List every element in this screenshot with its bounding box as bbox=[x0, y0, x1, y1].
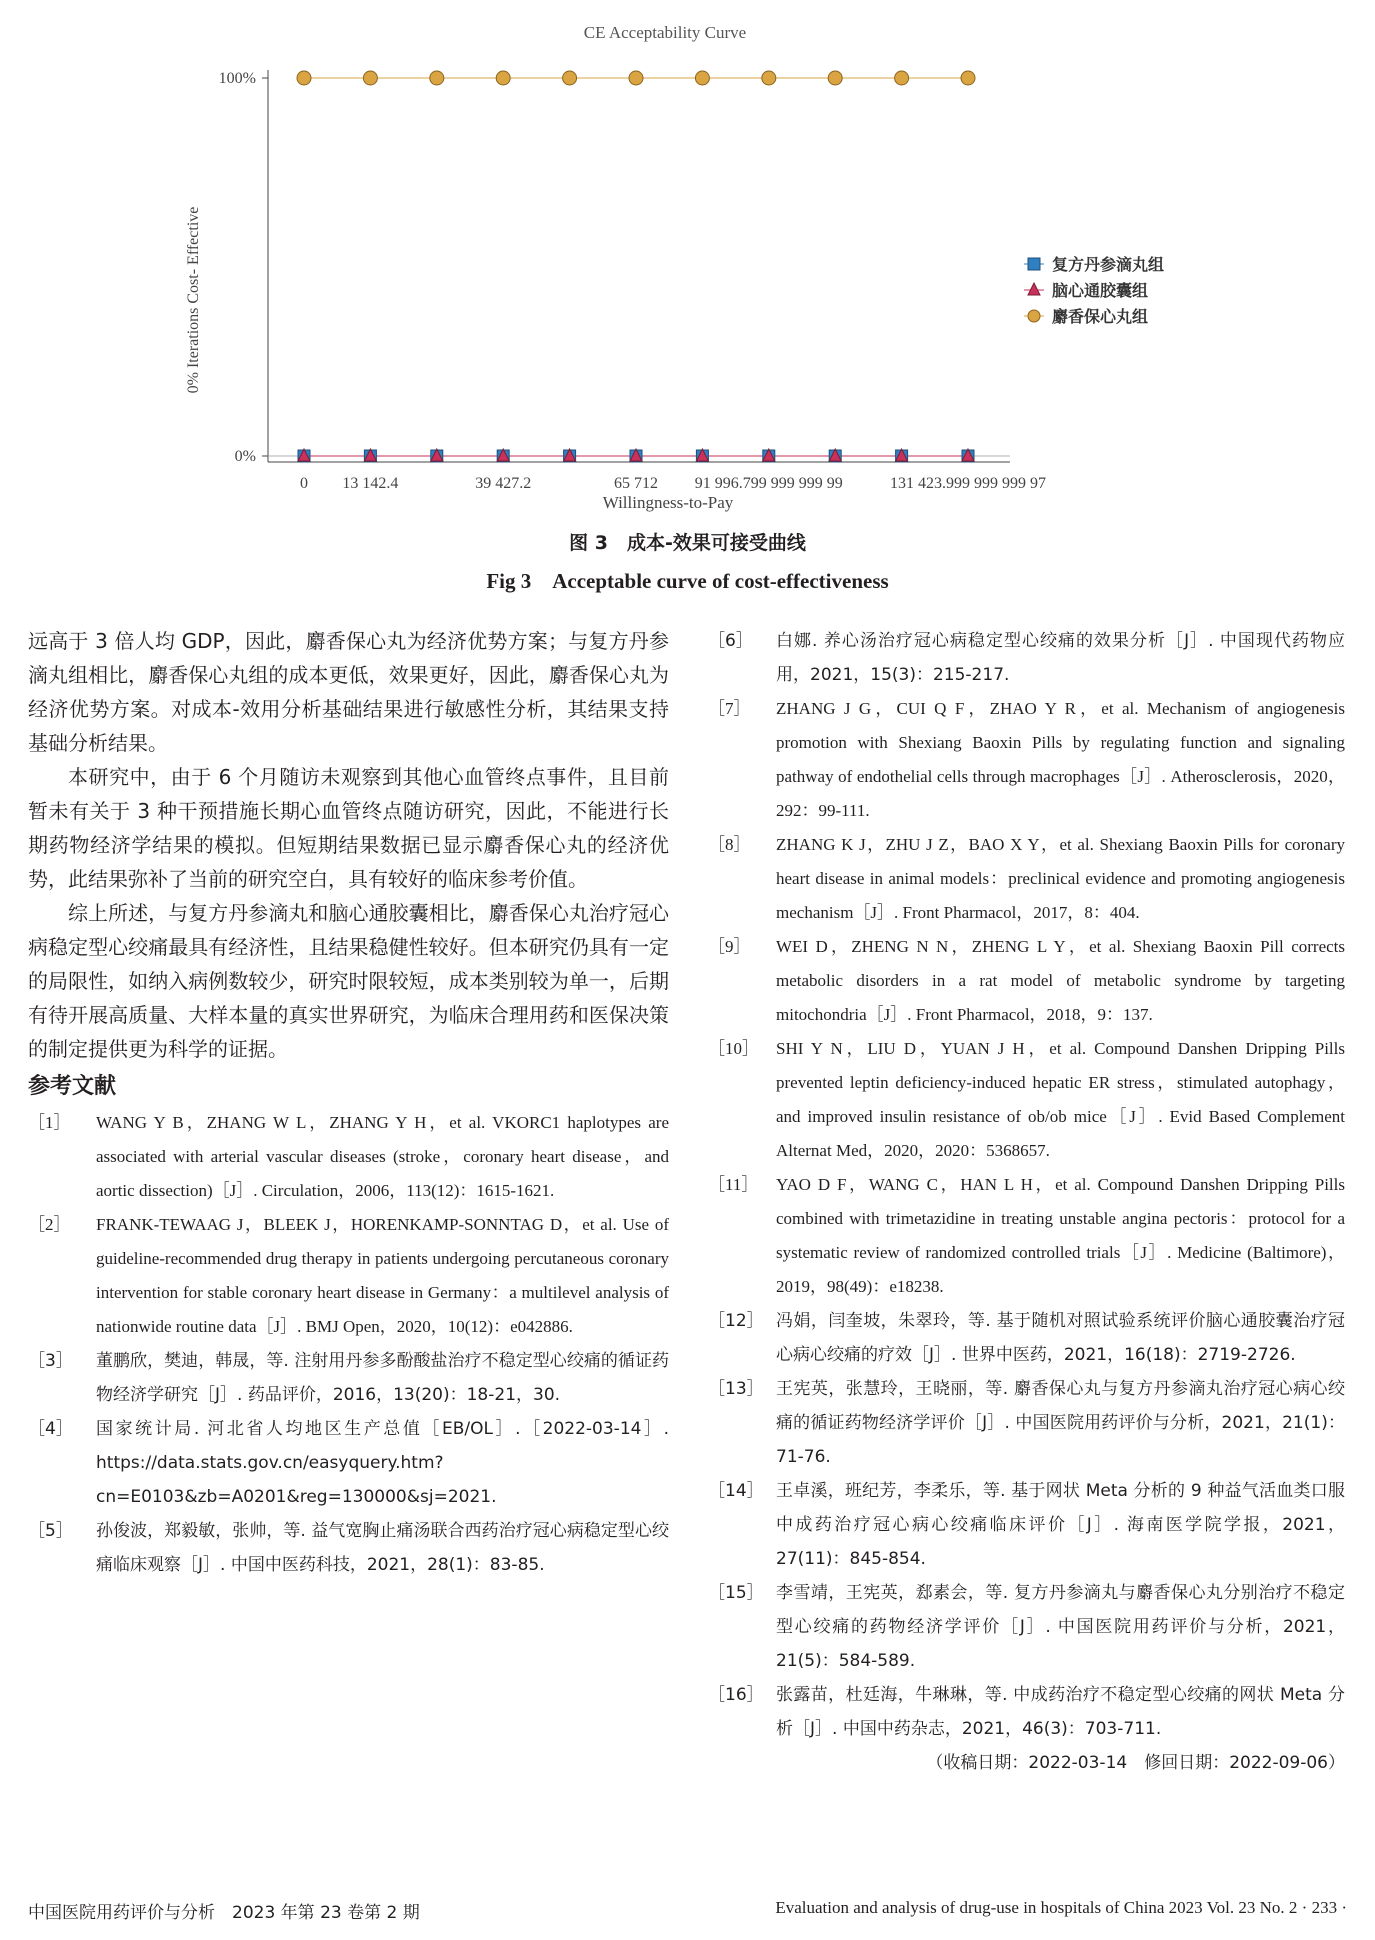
reference-text: 白娜. 养心汤治疗冠心病稳定型心绞痛的效果分析［J］. 中国现代药物应用，2021，15(3)：215-217. bbox=[776, 631, 1345, 685]
reference-number: ［9］ bbox=[708, 937, 751, 956]
reference-text: 冯娟，闫奎坡，朱翠玲，等. 基于随机对照试验系统评价脑心通胶囊治疗冠心病心绞痛的疗效［J］. 世界中医药，2021，16(18)：2719-2726. bbox=[776, 1311, 1345, 1365]
legend-marker bbox=[1028, 258, 1040, 270]
data-point bbox=[695, 71, 709, 85]
left-column bbox=[28, 624, 669, 1582]
reference-text: 董鹏欣，樊迪，韩晟，等. 注射用丹参多酚酸盐治疗不稳定型心绞痛的循证药物经济学研究［J］. 药品评价，2016，13(20)：18-21，30. bbox=[96, 1351, 669, 1405]
reference-text: WANG Y B，ZHANG W L，ZHANG Y H，et al. VKORC1 haplotypes are associated with arterial vascular diseases (stroke，coronary heart disease，and aortic dissection)［J］. Circulation，2006，113(12)：1615-1621. bbox=[96, 1113, 669, 1200]
reference-item bbox=[708, 1372, 1345, 1474]
reference-item bbox=[28, 1344, 669, 1412]
chart-title: CE Acceptability Curve bbox=[583, 23, 747, 42]
reference-item bbox=[28, 1208, 669, 1344]
x-tick-label: 131 423.999 999 999 97 bbox=[890, 475, 1046, 492]
reference-item bbox=[708, 1304, 1345, 1372]
x-tick-labels bbox=[300, 475, 1046, 492]
reference-text: FRANK-TEWAAG J，BLEEK J，HORENKAMP-SONNTAG D，et al. Use of guideline-recommended drug therapy in patients undergoing percutaneous coronary intervention for stable coronary heart disease in Germany：a multilevel analysis of nationwide routine data［J］. BMJ Open，2020，10(12)：e042886. bbox=[96, 1215, 669, 1336]
reference-number: ［7］ bbox=[708, 699, 751, 718]
x-axis-label: Willingness-to-Pay bbox=[602, 493, 734, 512]
reference-number: ［11］ bbox=[708, 1175, 759, 1194]
reference-item bbox=[708, 1168, 1345, 1304]
reference-number: ［12］ bbox=[708, 1311, 764, 1331]
y-tick-labels bbox=[219, 70, 268, 465]
series-markers bbox=[297, 71, 975, 462]
reference-text: 张露苗，杜廷海，牛琳琳，等. 中成药治疗不稳定型心绞痛的网状 Meta 分析［J］. 中国中药杂志，2021，46(3)：703-711. bbox=[776, 1685, 1345, 1739]
legend-label: 复方丹参滴丸组 bbox=[1052, 255, 1165, 274]
data-point bbox=[297, 71, 311, 85]
reference-number: ［15］ bbox=[708, 1583, 764, 1603]
reference-number: ［6］ bbox=[708, 631, 753, 651]
figure-caption-zh: 图 3 成本-效果可接受曲线 bbox=[569, 532, 806, 554]
reference-text: ZHANG J G，CUI Q F，ZHAO Y R，et al. Mechanism of angiogenesis promotion with Shexiang Baoxin Pills by regulating function and signaling pathway of endothelial cells through macrophages［J］. Atherosclerosis，2020，292：99-111. bbox=[776, 699, 1345, 820]
reference-item bbox=[708, 1678, 1345, 1746]
data-point bbox=[629, 71, 643, 85]
reference-item bbox=[28, 1106, 669, 1208]
y-tick-label: 100% bbox=[218, 70, 256, 87]
reference-item bbox=[708, 1032, 1345, 1168]
legend-marker bbox=[1028, 283, 1040, 295]
x-tick-label: 0 bbox=[300, 475, 308, 492]
reference-item bbox=[28, 1514, 669, 1582]
reference-item bbox=[708, 1576, 1345, 1678]
data-point bbox=[363, 71, 377, 85]
figure-3 bbox=[0, 0, 1375, 520]
footer-journal-en: Evaluation and analysis of drug-use in hospitals of China 2023 Vol. 23 No. 2 · 233 · bbox=[775, 1898, 1347, 1917]
x-tick-label: 39 427.2 bbox=[475, 475, 532, 492]
reference-text: ZHANG K J，ZHU J Z，BAO X Y，et al. Shexiang Baoxin Pills for coronary heart disease in animal models：preclinical evidence and promoting angiogenesis mechanism［J］. Front Pharmacol，2017，8：404. bbox=[776, 835, 1345, 922]
reference-item bbox=[708, 930, 1345, 1032]
x-tick-label: 65 712 bbox=[614, 475, 658, 492]
reference-item bbox=[28, 1412, 669, 1514]
data-point bbox=[828, 71, 842, 85]
ce-acceptability-chart bbox=[0, 0, 1375, 520]
data-point bbox=[430, 71, 444, 85]
x-tick-label: 13 142.4 bbox=[342, 475, 399, 492]
legend-marker bbox=[1028, 310, 1040, 322]
reference-text: 王卓溪，班纪芳，李柔乐，等. 基于网状 Meta 分析的 9 种益气活血类口服中成药治疗冠心病心绞痛临床评价［J］. 海南医学院学报，2021，27(11)：845-854. bbox=[776, 1481, 1345, 1569]
reference-number: ［5］ bbox=[28, 1521, 73, 1541]
reference-number: ［1］ bbox=[28, 1113, 71, 1132]
reference-item bbox=[708, 828, 1345, 930]
reference-item bbox=[708, 692, 1345, 828]
reference-number: ［14］ bbox=[708, 1481, 764, 1501]
reference-number: ［4］ bbox=[28, 1419, 73, 1439]
body-paragraph-2: 本研究中，由于 6 个月随访未观察到其他心血管终点事件，且目前暂未有关于 3 种干预措施长期心血管终点随访研究，因此，不能进行长期药物经济学结果的模拟。但短期结果数据已显示麝香保心丸的经济优势，此结果弥补了当前的研究空白，具有较好的临床参考价值。 bbox=[28, 765, 669, 891]
x-tick-label: 91 996.799 999 999 99 bbox=[694, 475, 843, 492]
reference-number: ［3］ bbox=[28, 1351, 73, 1371]
reference-text: 国家统计局. 河北省人均地区生产总值［EB/OL］.［2022-03-14］. https://data.stats.gov.cn/easyquery.htm? cn=E0103&zb=A0201&reg=130000&sj=2021. bbox=[96, 1419, 669, 1507]
data-point bbox=[961, 71, 975, 85]
reference-text: 李雪靖，王宪英，郄素会，等. 复方丹参滴丸与麝香保心丸分别治疗不稳定型心绞痛的药物经济学评价［J］. 中国医院用药评价与分析，2021，21(5)：584-589. bbox=[776, 1583, 1345, 1671]
reference-text: SHI Y N，LIU D，YUAN J H，et al. Compound Danshen Dripping Pills prevented leptin deficiency-induced hepatic ER stress，stimulated autophagy，and improved insulin resistance of ob/ob mice［J］. Evid Based Complement Alternat Med，2020，2020：5368657. bbox=[776, 1039, 1345, 1160]
y-axis-label: 0% Iterations Cost- Effective bbox=[185, 206, 202, 394]
received-dates: （收稿日期：2022-03-14 修回日期：2022-09-06） bbox=[926, 1753, 1345, 1773]
reference-item bbox=[708, 624, 1345, 692]
reference-list-right bbox=[708, 624, 1345, 1746]
reference-text: YAO D F，WANG C，HAN L H，et al. Compound Danshen Dripping Pills combined with trimetazidine in treating unstable angina pectoris：protocol for a systematic review of randomized controlled trials［J］. Medicine (Baltimore)，2019，98(49)：e18238. bbox=[776, 1175, 1345, 1296]
reference-text: 孙俊波，郑毅敏，张帅，等. 益气宽胸止痛汤联合西药治疗冠心病稳定型心绞痛临床观察［J］. 中国中医药科技，2021，28(1)：83-85. bbox=[96, 1521, 669, 1575]
reference-item bbox=[708, 1474, 1345, 1576]
reference-text: WEI D，ZHENG N N，ZHENG L Y，et al. Shexiang Baoxin Pill corrects metabolic disorders in a rat model of metabolic syndrome by targeting mitochondria［J］. Front Pharmacol，2018，9：137. bbox=[776, 937, 1345, 1024]
footer-journal-zh: 中国医院用药评价与分析 2023 年第 23 卷第 2 期 bbox=[28, 1903, 420, 1923]
reference-number: ［16］ bbox=[708, 1685, 764, 1705]
figure-caption-en: Fig 3 Acceptable curve of cost-effectiveness bbox=[486, 569, 889, 593]
right-column bbox=[708, 624, 1345, 1778]
body-paragraph-3: 综上所述，与复方丹参滴丸和脑心通胶囊相比，麝香保心丸治疗冠心病稳定型心绞痛最具有经济性，且结果稳健性较好。但本研究仍具有一定的局限性，如纳入病例数较少，研究时限较短，成本类别较为单一，后期有待开展高质量、大样本量的真实世界研究，为临床合理用药和医保决策的制定提供更为科学的证据。 bbox=[28, 901, 669, 1061]
legend-label: 麝香保心丸组 bbox=[1052, 307, 1149, 326]
legend bbox=[1024, 255, 1164, 326]
reference-list-left bbox=[28, 1106, 669, 1582]
legend-label: 脑心通胶囊组 bbox=[1052, 281, 1149, 300]
reference-text: 王宪英，张慧玲，王晓丽，等. 麝香保心丸与复方丹参滴丸治疗冠心病心绞痛的循证药物经济学评价［J］. 中国医院用药评价与分析，2021，21(1)：71-76. bbox=[776, 1379, 1345, 1467]
reference-number: ［10］ bbox=[708, 1039, 759, 1058]
references-heading: 参考文献 bbox=[28, 1074, 117, 1099]
series-lines bbox=[304, 78, 968, 456]
data-point bbox=[563, 71, 577, 85]
reference-number: ［8］ bbox=[708, 835, 751, 854]
body-paragraph-1: 远高于 3 倍人均 GDP，因此，麝香保心丸为经济优势方案；与复方丹参滴丸组相比，麝香保心丸组的成本更低，效果更好，因此，麝香保心丸为经济优势方案。对成本-效用分析基础结果进行敏感性分析，其结果支持基础分析结果。 bbox=[28, 629, 669, 755]
data-point bbox=[762, 71, 776, 85]
reference-number: ［13］ bbox=[708, 1379, 764, 1399]
data-point bbox=[895, 71, 909, 85]
page-footer bbox=[28, 1898, 1347, 1928]
data-point bbox=[496, 71, 510, 85]
y-tick-label: 0% bbox=[234, 448, 256, 465]
reference-number: ［2］ bbox=[28, 1215, 71, 1234]
